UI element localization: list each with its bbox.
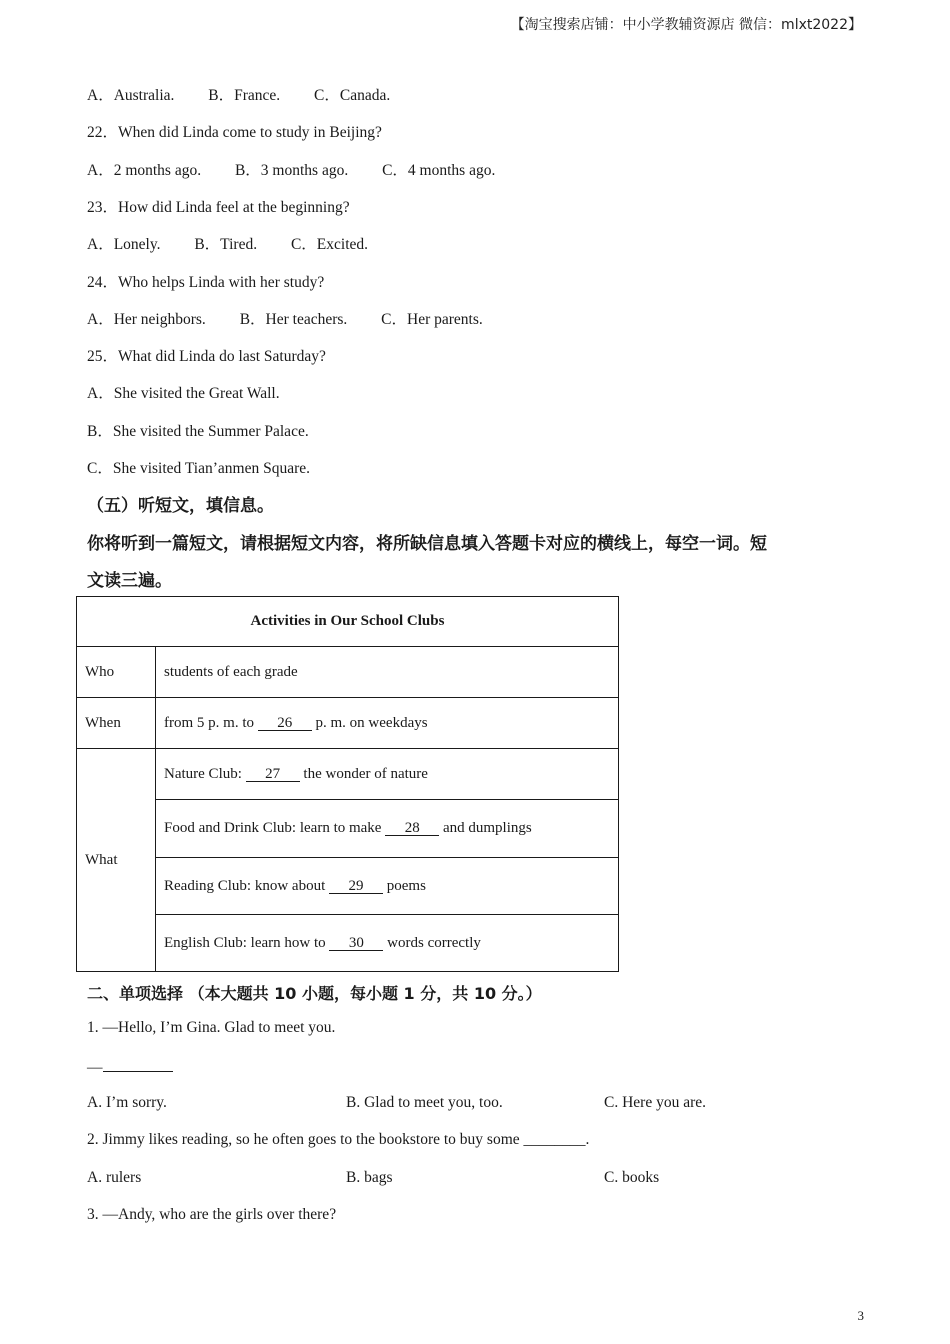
part5-instruction-line1: 你将听到一篇短文，请根据短文内容，将所缺信息填入答题卡对应的横线上，每空一词。短 xyxy=(87,534,767,554)
s2-option-c: C. books xyxy=(604,1169,660,1186)
part5-instruction-line2: 文读三遍。 xyxy=(87,571,172,591)
q25-option-c: C．She visited Tian’anmen Square. xyxy=(87,460,311,477)
q21-option-c: C．Canada. xyxy=(314,87,391,104)
q24-option-c: C．Her parents. xyxy=(381,311,483,328)
s2-options xyxy=(87,1169,867,1187)
blank-28: 28 xyxy=(385,821,439,836)
when-label: When xyxy=(77,698,156,749)
blank-26: 26 xyxy=(258,716,312,731)
page-number: 3 xyxy=(857,1308,864,1323)
q23-option-c: C．Excited. xyxy=(290,236,369,253)
when-pre: from 5 p. m. to xyxy=(164,714,258,731)
who-label: Who xyxy=(77,647,156,698)
s1-options xyxy=(87,1094,867,1112)
food-post: and dumplings xyxy=(442,820,532,836)
q25-option-b: B．She visited the Summer Palace. xyxy=(87,423,309,440)
s1-reply xyxy=(87,1057,173,1077)
table-row-food xyxy=(77,800,619,858)
page-header: 【淘宝搜索店铺：中小学教辅资源店 微信：mlxt2022】 xyxy=(510,17,862,33)
q21-option-a: A．Australia. xyxy=(87,87,175,104)
q24-question: 24．Who helps Linda with her study? xyxy=(87,274,325,291)
table-row-nature xyxy=(77,749,619,800)
table-row-english xyxy=(77,915,619,972)
section2-title: 二、单项选择 （本大题共 10 小题，每小题 1 分，共 10 分。） xyxy=(87,984,542,1003)
s3-question: 3. —Andy, who are the girls over there? xyxy=(87,1206,337,1223)
food-club-cell xyxy=(156,800,619,858)
q22-question: 22．When did Linda come to study in Beijing? xyxy=(87,124,382,141)
s2-option-b: B. bags xyxy=(346,1169,393,1186)
s1-question: 1. —Hello, I’m Gina. Glad to meet you. xyxy=(87,1019,336,1036)
table-row-who xyxy=(77,647,619,698)
s1-answer-blank xyxy=(103,1057,173,1072)
s1-option-a: A. I’m sorry. xyxy=(87,1094,167,1111)
table-row-when xyxy=(77,698,619,749)
q24-option-b: B．Her teachers. xyxy=(239,311,348,328)
table-title: Activities in Our School Clubs xyxy=(77,597,619,647)
q23-question: 23．How did Linda feel at the beginning? xyxy=(87,199,350,216)
s2-option-a: A. rulers xyxy=(87,1169,142,1186)
clubs-info-table xyxy=(76,596,619,972)
english-club-cell xyxy=(156,915,619,972)
s1-reply-prefix: — xyxy=(87,1059,103,1076)
blank-29: 29 xyxy=(329,879,383,894)
food-pre: Food and Drink Club: learn to make xyxy=(164,820,386,836)
q22-option-b: B．3 months ago. xyxy=(234,162,349,179)
reading-club-cell xyxy=(156,858,619,915)
nature-post: the wonder of nature xyxy=(303,765,428,782)
q22-option-c: C．4 months ago. xyxy=(382,162,496,179)
what-label: What xyxy=(77,749,156,972)
q24-option-a: A．Her neighbors. xyxy=(87,311,206,328)
q22-option-a: A．2 months ago. xyxy=(87,162,202,179)
english-post: words correctly xyxy=(387,934,481,951)
reading-pre: Reading Club: know about xyxy=(164,877,329,894)
when-post: p. m. on weekdays xyxy=(315,714,428,731)
blank-27: 27 xyxy=(246,767,300,782)
q21-options xyxy=(87,83,390,105)
who-value: students of each grade xyxy=(156,647,619,698)
q25-question: 25．What did Linda do last Saturday? xyxy=(87,348,326,365)
nature-pre: Nature Club: xyxy=(164,765,246,782)
s1-option-b: B. Glad to meet you, too. xyxy=(346,1094,503,1111)
q25-option-a: A．She visited the Great Wall. xyxy=(87,385,280,402)
q21-option-b: B．France. xyxy=(208,87,281,104)
q23-option-b: B．Tired. xyxy=(194,236,258,253)
q23-options xyxy=(87,232,368,254)
q23-option-a: A．Lonely. xyxy=(87,236,161,253)
when-value xyxy=(156,698,619,749)
nature-club-cell xyxy=(156,749,619,800)
reading-post: poems xyxy=(386,877,426,894)
s1-option-c: C. Here you are. xyxy=(604,1094,706,1111)
part5-title: （五）听短文，填信息。 xyxy=(87,496,274,516)
q24-options xyxy=(87,307,483,329)
s2-question: 2. Jimmy likes reading, so he often goes to the bookstore to buy some ________. xyxy=(87,1131,590,1148)
blank-30: 30 xyxy=(329,936,383,951)
english-pre: English Club: learn how to xyxy=(164,934,330,951)
table-row-reading xyxy=(77,858,619,915)
q22-options xyxy=(87,158,495,180)
